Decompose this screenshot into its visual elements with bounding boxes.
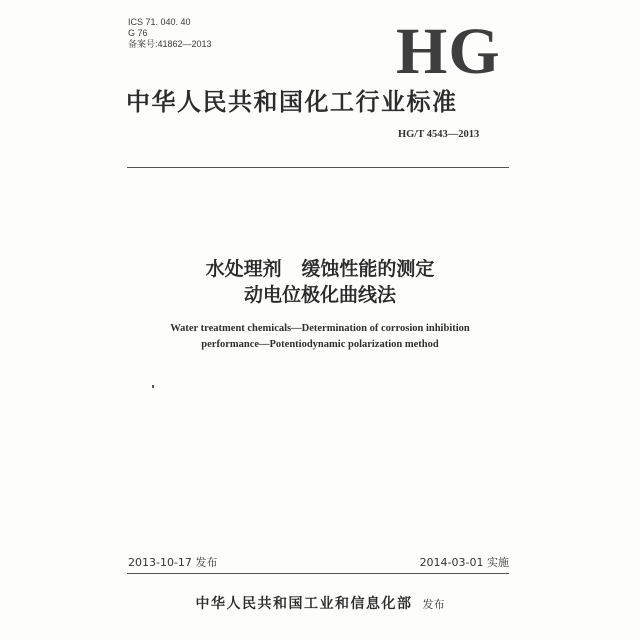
issuer-label: 发布 xyxy=(422,598,445,611)
ics-code: ICS 71. 040. 40 xyxy=(128,17,191,27)
english-title-line-2: performance—Potentiodynamic polarization method xyxy=(201,339,439,350)
standard-category-title: 中华人民共和国化工行业标准 xyxy=(126,88,458,116)
chinese-title-line-1: 水处理剂 缓蚀性能的测定 xyxy=(205,258,435,280)
issuing-organization: 中华人民共和国工业和信息化部 xyxy=(195,596,413,612)
implement-label: 实施 xyxy=(487,556,509,569)
issue-date-block xyxy=(128,556,217,570)
classification-block xyxy=(128,17,212,50)
class-code: G 76 xyxy=(128,28,148,38)
bottom-divider xyxy=(127,573,509,574)
record-number: 备案号:41862—2013 xyxy=(128,39,212,49)
chinese-title-line-2: 动电位极化曲线法 xyxy=(243,284,396,306)
implement-date-block xyxy=(420,556,509,570)
issue-date: 2013-10-17 xyxy=(128,556,192,569)
top-divider xyxy=(127,167,509,168)
english-title-line-1: Water treatment chemicals—Determination of corrosion inhibition xyxy=(170,323,470,334)
issue-label: 发布 xyxy=(195,556,218,569)
implement-date: 2014-03-01 xyxy=(419,556,484,569)
print-speck xyxy=(152,385,154,388)
hg-logo: HG xyxy=(396,15,501,88)
standard-code: HG/T 4543—2013 xyxy=(398,129,480,140)
issuer-line xyxy=(0,593,640,615)
